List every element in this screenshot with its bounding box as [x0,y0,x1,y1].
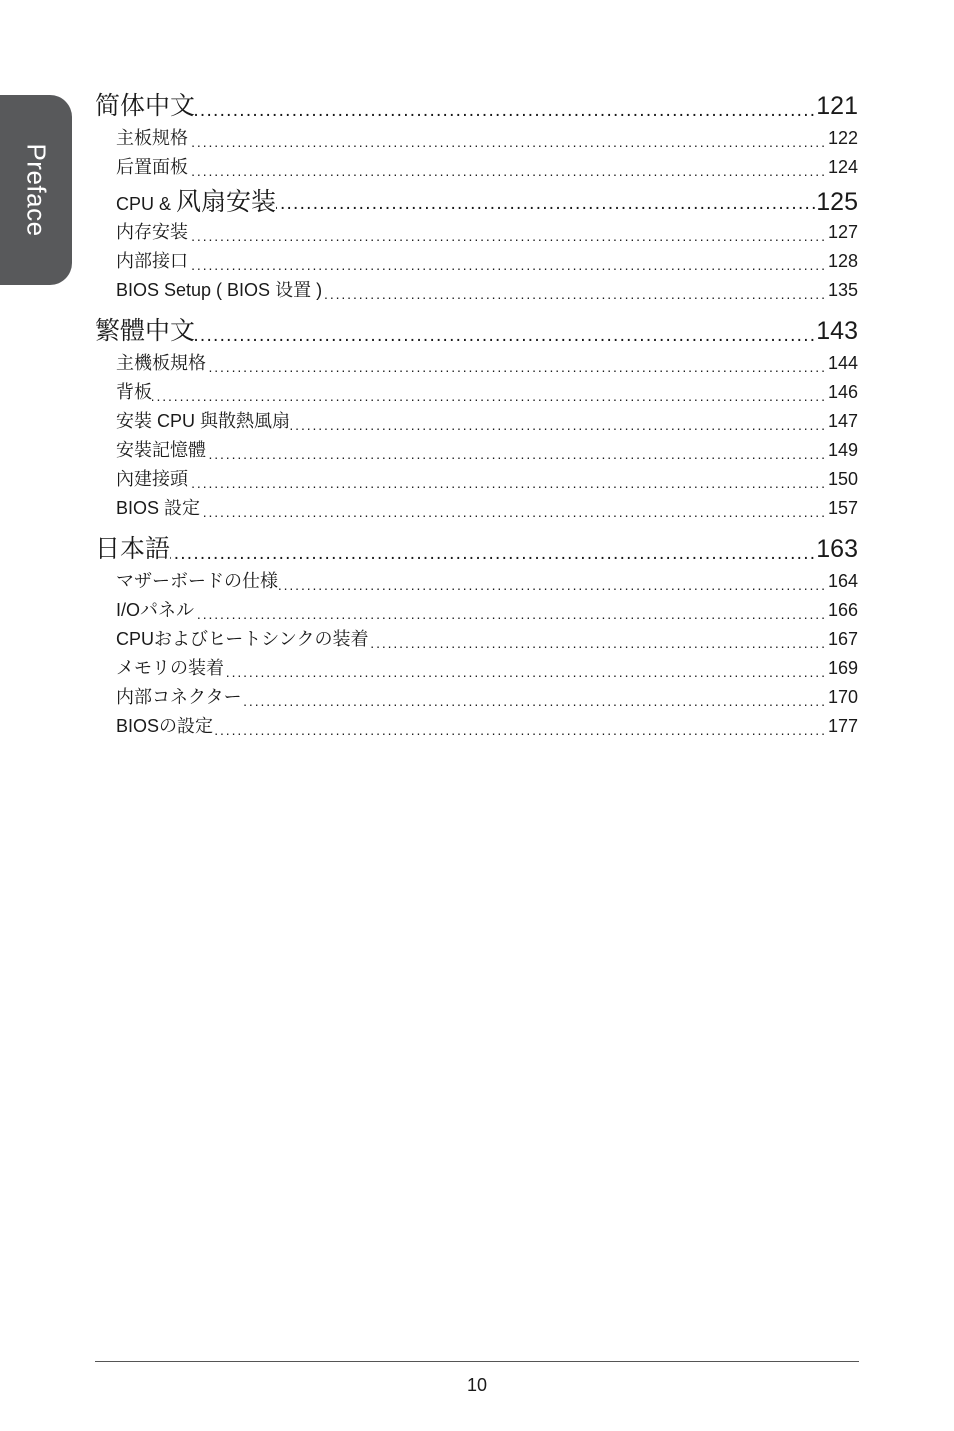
entry-label: マザーボードの仕様 [116,567,278,593]
entry-label: 主板规格 [116,124,188,150]
toc-entry[interactable] [95,436,858,465]
toc-entry[interactable] [95,654,858,683]
toc-entry[interactable] [95,625,858,654]
section-page: 163 [816,535,858,563]
toc-entry[interactable] [95,494,858,523]
toc-entry[interactable] [95,153,858,182]
toc-section-japanese[interactable] [95,529,858,567]
entry-page: 167 [827,629,858,649]
entry-page: 164 [827,571,858,591]
section-title: 简体中文 [95,86,195,122]
footer-divider [95,1361,859,1362]
entry-page: 150 [827,469,858,489]
entry-page: 122 [827,128,858,148]
toc-entry[interactable] [95,465,858,494]
entry-label: I/Oパネル [116,596,194,622]
toc-entry[interactable] [95,124,858,153]
entry-label: BIOS Setup ( BIOS 设置 ) [116,276,322,302]
entry-label: 内部コネクター [116,683,242,709]
toc-entry[interactable] [95,276,858,305]
entry-page: 169 [827,658,858,678]
toc-section-simplified-chinese[interactable] [95,86,858,124]
entry-label: 内部接口 [116,247,188,273]
toc-entry[interactable] [95,683,858,712]
entry-label: 主機板規格 [116,349,206,375]
table-of-contents [95,86,858,741]
entry-label: BIOS 設定 [116,494,200,520]
entry-label: 內建接頭 [116,465,188,491]
entry-page: 128 [827,251,858,271]
toc-section-traditional-chinese[interactable] [95,311,858,349]
entry-label: BIOSの設定 [116,712,213,738]
toc-entry[interactable] [95,712,858,741]
entry-label: 背板 [116,378,152,404]
entry-page: 147 [827,411,858,431]
entry-page: 125 [816,188,858,216]
section-title: 日本語 [95,529,170,565]
toc-entry[interactable] [95,218,858,247]
entry-label [116,182,276,218]
entry-page: 127 [827,222,858,242]
entry-page: 177 [827,716,858,736]
entry-label: 后置面板 [116,153,188,179]
section-title: 繁體中文 [95,311,195,347]
toc-entry[interactable] [95,247,858,276]
entry-label: CPUおよびヒートシンクの装着 [116,625,368,651]
toc-entry[interactable] [95,567,858,596]
entry-label: 安裝 CPU 與散熱風扇 [116,407,290,433]
entry-page: 166 [827,600,858,620]
entry-label: 内存安装 [116,218,188,244]
entry-page: 146 [827,382,858,402]
page-number: 10 [466,1375,488,1395]
entry-label: 安裝記憶體 [116,436,206,462]
toc-entry[interactable] [95,349,858,378]
preface-side-tab [0,95,72,285]
section-page: 143 [816,317,858,345]
entry-page: 149 [827,440,858,460]
toc-entry[interactable] [95,378,858,407]
entry-label-small: CPU & [116,194,177,214]
toc-entry[interactable] [95,182,858,218]
entry-page: 124 [827,157,858,177]
entry-page: 170 [827,687,858,707]
entry-label-big: 风扇安装 [176,188,277,216]
entry-page: 144 [827,353,858,373]
side-tab-label: Preface [21,143,52,237]
entry-page: 157 [827,498,858,518]
toc-entry[interactable] [95,596,858,625]
entry-label: メモリの装着 [116,654,224,680]
section-page: 121 [816,92,858,120]
entry-page: 135 [827,280,858,300]
toc-entry[interactable] [95,407,858,436]
